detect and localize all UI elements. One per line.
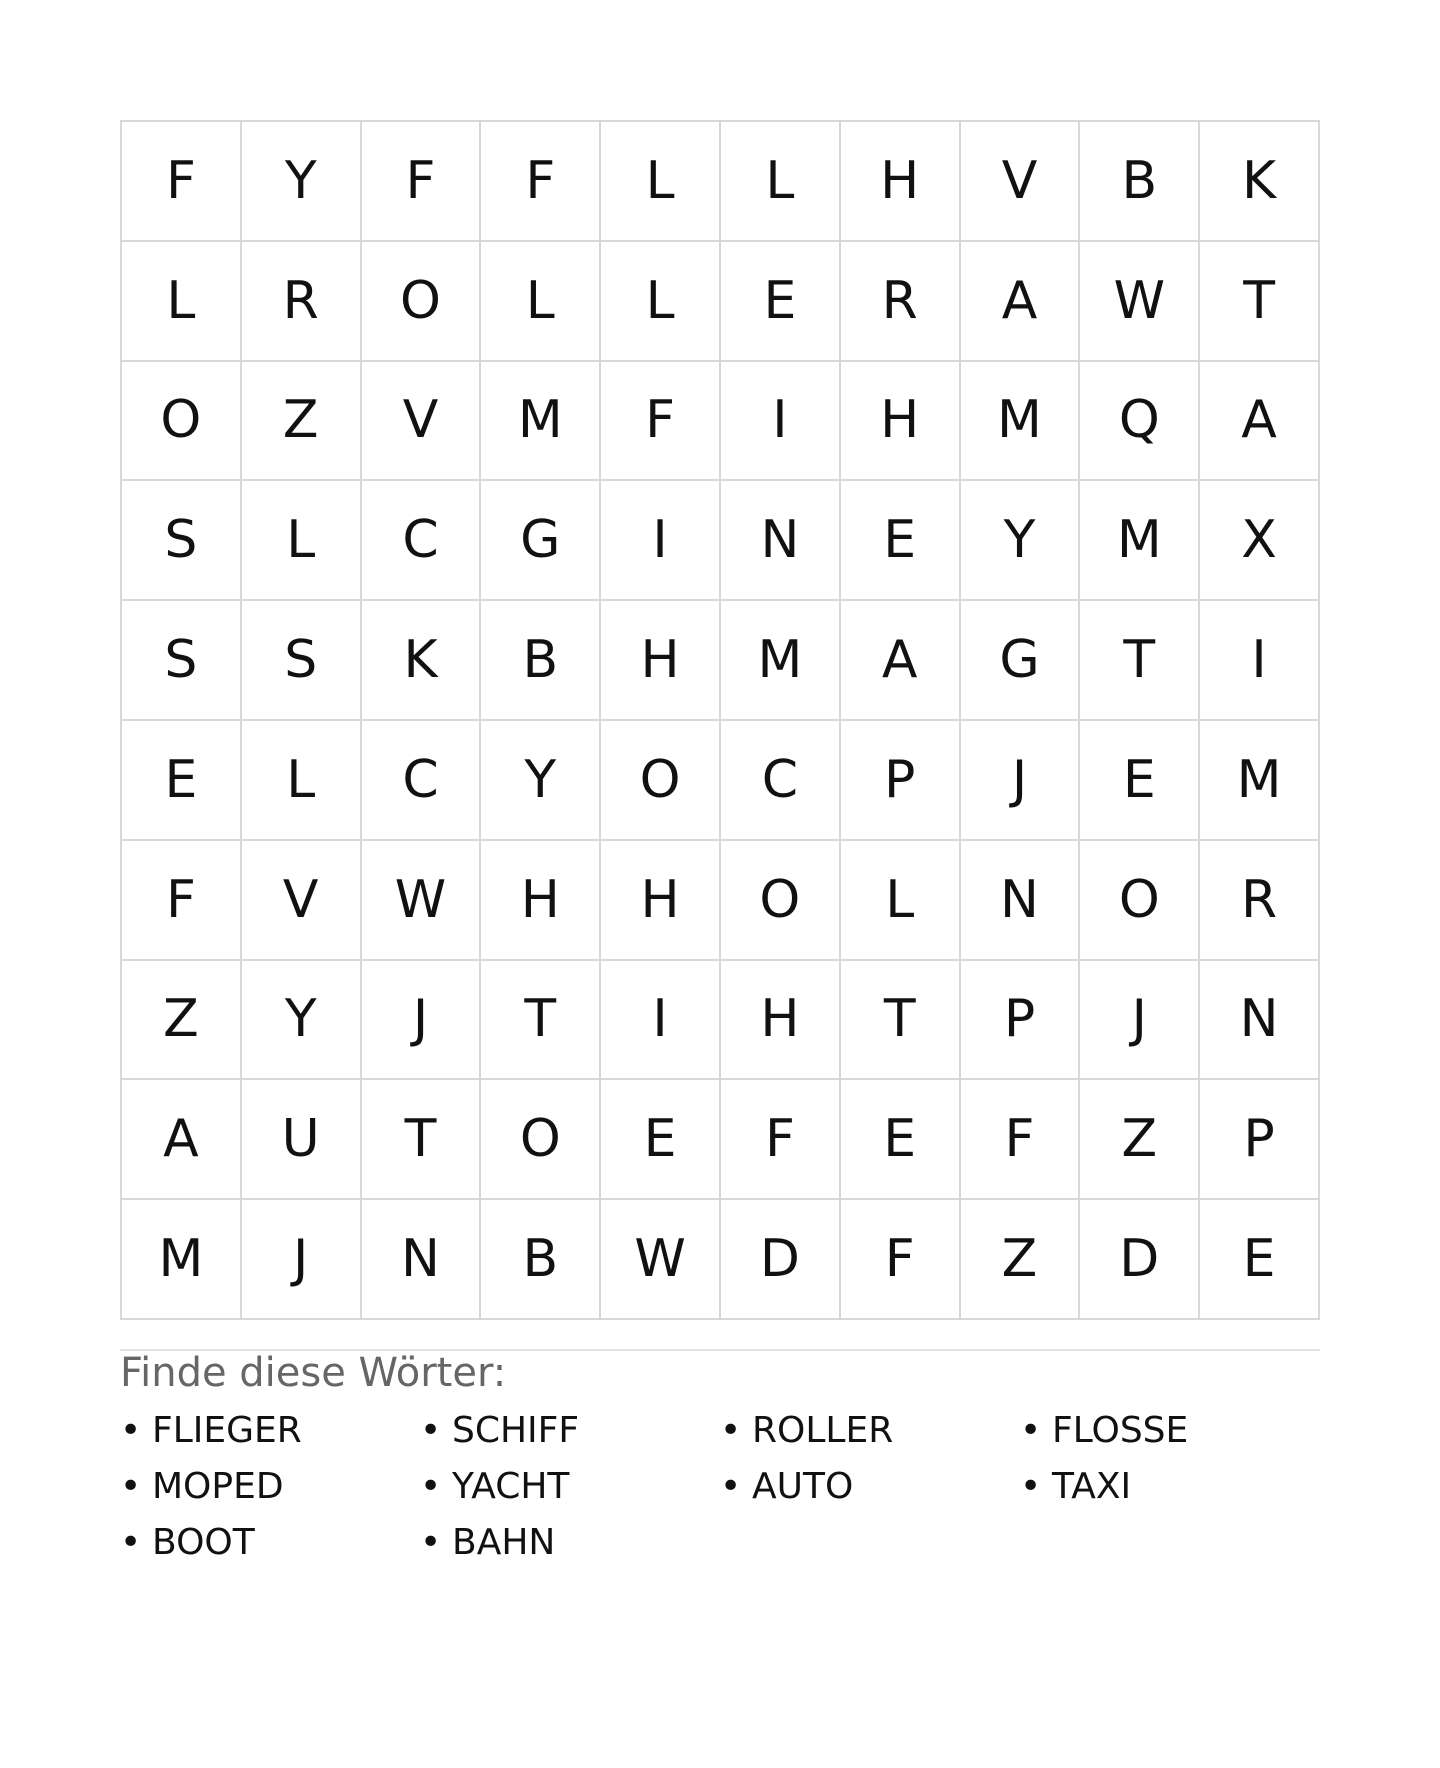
grid-cell[interactable]: L: [242, 721, 362, 841]
grid-cell[interactable]: S: [122, 481, 242, 601]
bullet-icon: •: [420, 1522, 442, 1563]
grid-cell[interactable]: X: [1200, 481, 1320, 601]
grid-cell[interactable]: H: [481, 841, 601, 961]
grid-cell[interactable]: V: [242, 841, 362, 961]
word-list-heading: Finde diese Wörter:: [120, 1350, 507, 1396]
grid-cell[interactable]: O: [721, 841, 841, 961]
bullet-icon: •: [120, 1466, 142, 1507]
grid-cell[interactable]: F: [601, 362, 721, 482]
grid-cell[interactable]: T: [362, 1080, 482, 1200]
grid-cell[interactable]: H: [841, 122, 961, 242]
grid-cell[interactable]: A: [841, 601, 961, 721]
word-list-item: [1020, 1466, 1320, 1522]
grid-cell[interactable]: A: [122, 1080, 242, 1200]
word-label: FLIEGER: [152, 1410, 302, 1451]
grid-cell[interactable]: V: [961, 122, 1081, 242]
word-list-item: [720, 1466, 1020, 1522]
bullet-icon: •: [1020, 1466, 1042, 1507]
word-list-item: [1020, 1410, 1320, 1466]
grid-cell[interactable]: I: [1200, 601, 1320, 721]
grid-cell[interactable]: C: [362, 481, 482, 601]
bullet-icon: •: [720, 1466, 742, 1507]
grid-cell[interactable]: L: [841, 841, 961, 961]
grid-cell[interactable]: N: [721, 481, 841, 601]
grid-cell[interactable]: S: [122, 601, 242, 721]
grid-cell[interactable]: J: [362, 961, 482, 1081]
grid-cell[interactable]: O: [1080, 841, 1200, 961]
grid-cell[interactable]: D: [721, 1200, 841, 1320]
grid-cell[interactable]: H: [601, 601, 721, 721]
grid-cell[interactable]: A: [961, 242, 1081, 362]
grid-cell[interactable]: L: [721, 122, 841, 242]
grid-cell[interactable]: T: [841, 961, 961, 1081]
grid-cell[interactable]: F: [122, 841, 242, 961]
grid-cell[interactable]: Z: [961, 1200, 1081, 1320]
grid-cell[interactable]: T: [1080, 601, 1200, 721]
word-label: MOPED: [152, 1466, 284, 1507]
grid-cell[interactable]: O: [481, 1080, 601, 1200]
grid-cell[interactable]: W: [362, 841, 482, 961]
grid-cell[interactable]: E: [122, 721, 242, 841]
grid-cell[interactable]: Z: [242, 362, 362, 482]
grid-cell[interactable]: Y: [961, 481, 1081, 601]
grid-cell[interactable]: L: [601, 122, 721, 242]
grid-cell[interactable]: P: [961, 961, 1081, 1081]
bullet-icon: •: [1020, 1410, 1042, 1451]
grid-cell[interactable]: E: [1200, 1200, 1320, 1320]
grid-cell[interactable]: I: [601, 961, 721, 1081]
grid-cell[interactable]: C: [721, 721, 841, 841]
grid-cell[interactable]: Z: [122, 961, 242, 1081]
grid-cell[interactable]: T: [1200, 242, 1320, 362]
grid-cell[interactable]: F: [362, 122, 482, 242]
grid-cell[interactable]: D: [1080, 1200, 1200, 1320]
grid-cell[interactable]: R: [242, 242, 362, 362]
grid-cell[interactable]: I: [601, 481, 721, 601]
grid-cell[interactable]: Y: [481, 721, 601, 841]
grid-cell[interactable]: J: [242, 1200, 362, 1320]
grid-cell[interactable]: W: [1080, 242, 1200, 362]
grid-cell[interactable]: E: [841, 481, 961, 601]
grid-cell[interactable]: R: [841, 242, 961, 362]
grid-cell[interactable]: W: [601, 1200, 721, 1320]
grid-cell[interactable]: Y: [242, 122, 362, 242]
grid-cell[interactable]: A: [1200, 362, 1320, 482]
grid-cell[interactable]: T: [481, 961, 601, 1081]
letter-grid: [120, 120, 1320, 1320]
grid-cell[interactable]: Z: [1080, 1080, 1200, 1200]
word-list-item: [120, 1466, 420, 1522]
grid-cell[interactable]: M: [481, 362, 601, 482]
grid-cell[interactable]: M: [961, 362, 1081, 482]
word-list-item: [420, 1522, 720, 1578]
grid-cell[interactable]: Q: [1080, 362, 1200, 482]
grid-cell[interactable]: O: [362, 242, 482, 362]
grid-cell[interactable]: H: [841, 362, 961, 482]
grid-cell[interactable]: G: [961, 601, 1081, 721]
bullet-icon: •: [120, 1410, 142, 1451]
grid-cell[interactable]: J: [1080, 961, 1200, 1081]
grid-cell[interactable]: L: [481, 242, 601, 362]
grid-cell[interactable]: B: [481, 1200, 601, 1320]
grid-cell[interactable]: L: [601, 242, 721, 362]
word-label: FLOSSE: [1052, 1410, 1189, 1451]
word-label: AUTO: [752, 1466, 854, 1507]
bullet-icon: •: [420, 1410, 442, 1451]
bullet-icon: •: [420, 1466, 442, 1507]
grid-cell[interactable]: O: [122, 362, 242, 482]
grid-cell[interactable]: B: [481, 601, 601, 721]
grid-cell[interactable]: N: [1200, 961, 1320, 1081]
bullet-icon: •: [120, 1522, 142, 1563]
grid-cell[interactable]: O: [601, 721, 721, 841]
grid-cell[interactable]: H: [601, 841, 721, 961]
word-list-item: [420, 1410, 720, 1466]
word-label: ROLLER: [752, 1410, 894, 1451]
grid-cell[interactable]: K: [362, 601, 482, 721]
grid-cell[interactable]: F: [841, 1200, 961, 1320]
grid-cell[interactable]: V: [362, 362, 482, 482]
word-label: TAXI: [1052, 1466, 1132, 1507]
grid-cell[interactable]: F: [721, 1080, 841, 1200]
grid-cell[interactable]: M: [122, 1200, 242, 1320]
grid-cell[interactable]: N: [961, 841, 1081, 961]
grid-cell[interactable]: H: [721, 961, 841, 1081]
grid-cell[interactable]: R: [1200, 841, 1320, 961]
grid-cell[interactable]: F: [481, 122, 601, 242]
word-label: BAHN: [452, 1522, 556, 1563]
grid-cell[interactable]: M: [1080, 481, 1200, 601]
word-label: BOOT: [152, 1522, 255, 1563]
grid-cell[interactable]: U: [242, 1080, 362, 1200]
word-list-item: [120, 1410, 420, 1466]
grid-cell[interactable]: S: [242, 601, 362, 721]
word-list: [120, 1410, 1320, 1578]
grid-cell[interactable]: J: [961, 721, 1081, 841]
grid-cell[interactable]: F: [961, 1080, 1081, 1200]
grid-cell[interactable]: E: [721, 242, 841, 362]
grid-cell[interactable]: M: [721, 601, 841, 721]
grid-cell[interactable]: K: [1200, 122, 1320, 242]
grid-cell[interactable]: P: [1200, 1080, 1320, 1200]
grid-cell[interactable]: N: [362, 1200, 482, 1320]
word-list-item: [420, 1466, 720, 1522]
grid-cell[interactable]: P: [841, 721, 961, 841]
grid-cell[interactable]: E: [601, 1080, 721, 1200]
bullet-icon: •: [720, 1410, 742, 1451]
grid-cell[interactable]: E: [1080, 721, 1200, 841]
word-label: SCHIFF: [452, 1410, 580, 1451]
grid-cell[interactable]: L: [122, 242, 242, 362]
grid-cell[interactable]: L: [242, 481, 362, 601]
grid-cell[interactable]: F: [122, 122, 242, 242]
grid-cell[interactable]: C: [362, 721, 482, 841]
grid-cell[interactable]: B: [1080, 122, 1200, 242]
grid-cell[interactable]: I: [721, 362, 841, 482]
word-label: YACHT: [452, 1466, 570, 1507]
word-list-item: [120, 1522, 420, 1578]
grid-cell[interactable]: G: [481, 481, 601, 601]
grid-cell[interactable]: M: [1200, 721, 1320, 841]
grid-cell[interactable]: E: [841, 1080, 961, 1200]
word-list-item: [720, 1410, 1020, 1466]
grid-cell[interactable]: Y: [242, 961, 362, 1081]
